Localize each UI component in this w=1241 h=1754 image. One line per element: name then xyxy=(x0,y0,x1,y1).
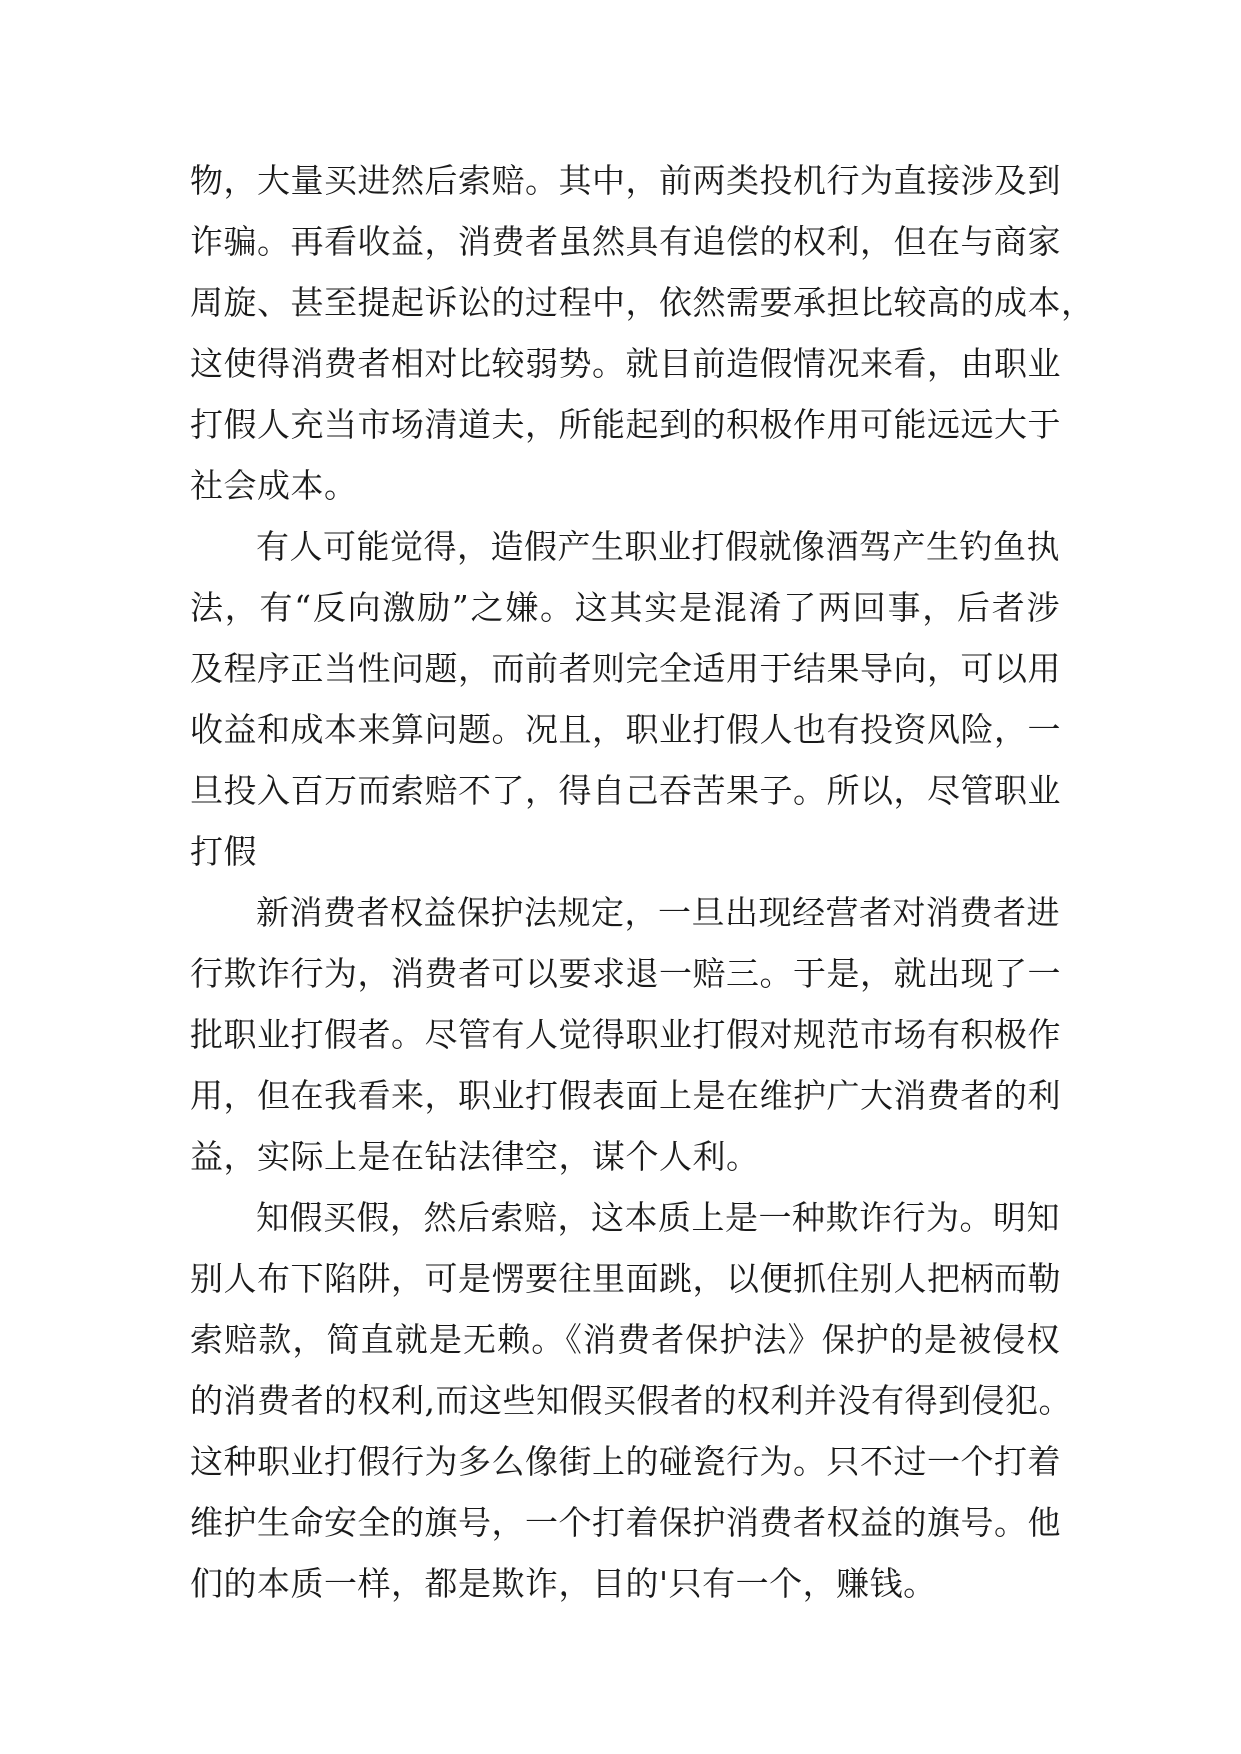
text-line: 别人布下陷阱，可是愣要往里面跳，以便抓住别人把柄而勒 xyxy=(190,1259,1061,1298)
text-line: 旦投入百万而索赔不了，得自己吞苦果子。所以，尽管职业 xyxy=(190,771,1061,810)
text-line: 益，实际上是在钻法律空，谋个人利。 xyxy=(190,1137,760,1176)
text-line: 法，有“反向激励”之嫌。这其实是混淆了两回事，后者涉 xyxy=(190,588,1060,627)
text-line: 有人可能觉得，造假产生职业打假就像酒驾产生钓鱼执 xyxy=(256,527,1060,566)
text-line: 周旋、甚至提起诉讼的过程中，依然需要承担比较高的成本， xyxy=(190,283,1095,322)
text-line: 诈骗。再看收益，消费者虽然具有追偿的权利，但在与商家 xyxy=(190,222,1061,261)
text-line: 知假买假，然后索赔，这本质上是一种欺诈行为。明知 xyxy=(256,1198,1060,1237)
document-body xyxy=(190,150,1095,1614)
text-line: 维护生命安全的旗号，一个打着保护消费者权益的旗号。他 xyxy=(190,1503,1061,1542)
text-line: 打假 xyxy=(190,832,257,871)
text-line: 的消费者的权利,而这些知假买假者的权利并没有得到侵犯。 xyxy=(190,1381,1072,1420)
paragraph-4 xyxy=(190,1187,1072,1614)
text-line: 这种职业打假行为多么像街上的碰瓷行为。只不过一个打着 xyxy=(190,1442,1061,1481)
text-line: 收益和成本来算问题。况且，职业打假人也有投资风险，一 xyxy=(190,710,1061,749)
text-line: 物，大量买进然后索赔。其中，前两类投机行为直接涉及到 xyxy=(190,161,1061,200)
text-line: 索赔款，简直就是无赖。《消费者保护法》保护的是被侵权 xyxy=(190,1320,1060,1359)
paragraph-2 xyxy=(190,516,1060,882)
text-line: 行欺诈行为，消费者可以要求退一赔三。于是，就出现了一 xyxy=(190,954,1061,993)
text-line: 社会成本。 xyxy=(190,466,358,505)
paragraph-1 xyxy=(190,150,1095,516)
text-line: 打假人充当市场清道夫，所能起到的积极作用可能远远大于 xyxy=(190,405,1061,444)
text-line: 及程序正当性问题，而前者则完全适用于结果导向，可以用 xyxy=(190,649,1061,688)
text-line: 们的本质一样，都是欺诈，目的'只有一个，赚钱。 xyxy=(190,1564,937,1603)
text-line: 批职业打假者。尽管有人觉得职业打假对规范市场有积极作 xyxy=(190,1015,1061,1054)
text-line: 新消费者权益保护法规定，一旦出现经营者对消费者进 xyxy=(256,893,1060,932)
text-line: 这使得消费者相对比较弱势。就目前造假情况来看，由职业 xyxy=(190,344,1061,383)
paragraph-3 xyxy=(190,882,1060,1187)
text-line: 用，但在我看来，职业打假表面上是在维护广大消费者的利 xyxy=(190,1076,1061,1115)
